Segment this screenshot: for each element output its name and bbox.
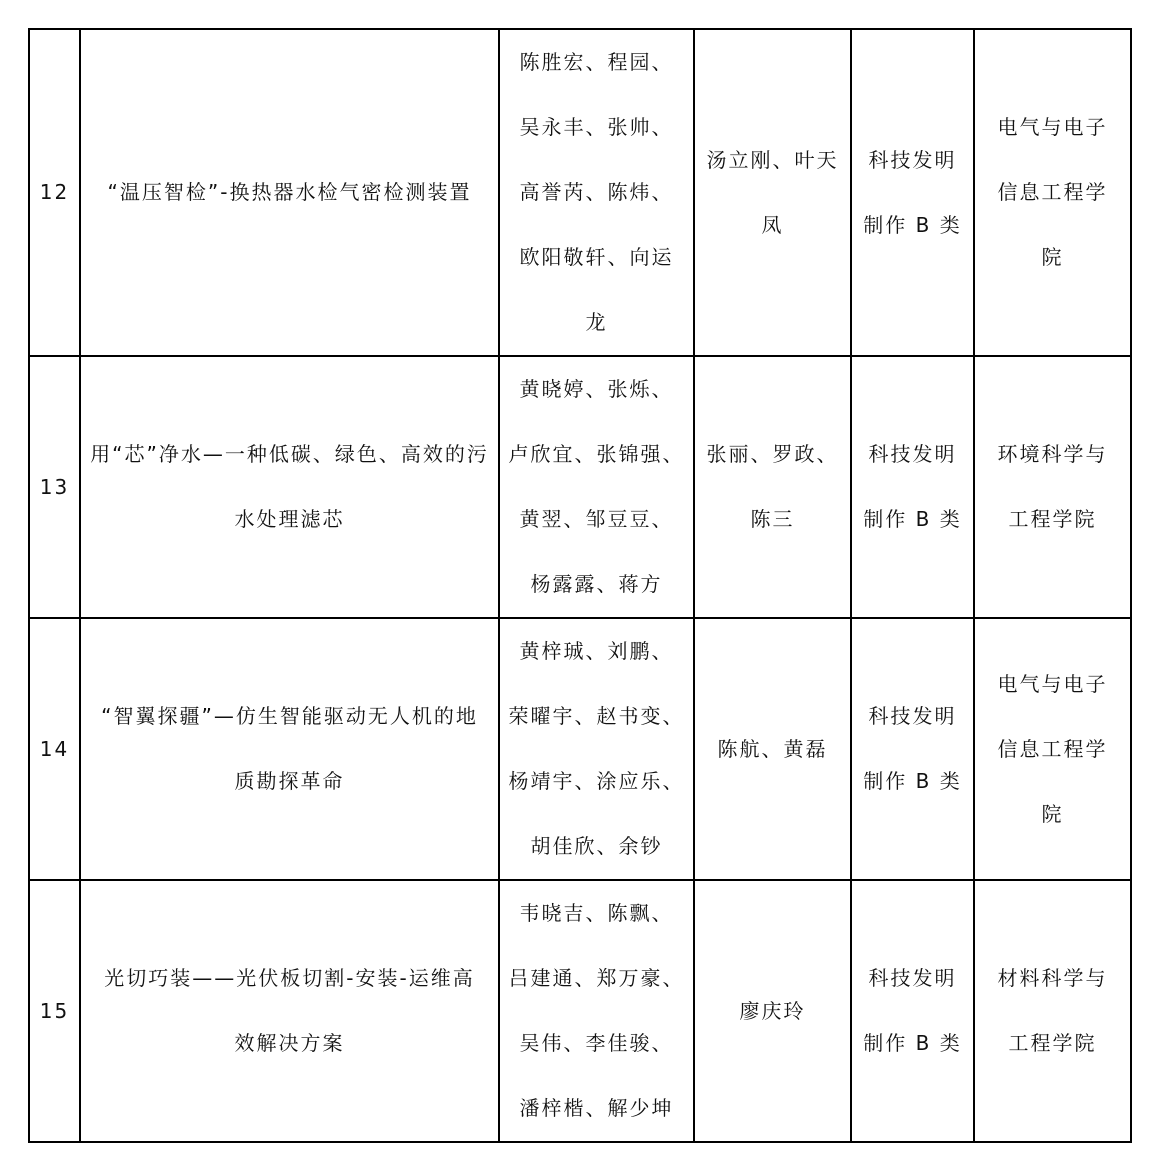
advisors: 陈航、黄磊 [694, 618, 851, 880]
team-members: 黄晓婷、张烁、 卢欣宜、张锦强、 黄翌、邹豆豆、 杨露露、蒋方 [499, 356, 694, 618]
project-name: 用“芯”净水—一种低碳、绿色、高效的污 水处理滤芯 [80, 356, 499, 618]
table-row [29, 880, 1131, 1142]
category: 科技发明 制作 B 类 [851, 356, 974, 618]
category: 科技发明 制作 B 类 [851, 29, 974, 356]
table-row [29, 29, 1131, 356]
college: 电气与电子 信息工程学 院 [974, 618, 1131, 880]
category: 科技发明 制作 B 类 [851, 618, 974, 880]
project-name: “温压智检”-换热器水检气密检测装置 [80, 29, 499, 356]
team-members: 韦晓吉、陈飘、 吕建通、郑万豪、 吴伟、李佳骏、 潘梓楷、解少坤 [499, 880, 694, 1142]
row-number: 15 [29, 880, 80, 1142]
college: 材料科学与 工程学院 [974, 880, 1131, 1142]
row-number: 12 [29, 29, 80, 356]
project-name: 光切巧装——光伏板切割-安装-运维高 效解决方案 [80, 880, 499, 1142]
row-number: 14 [29, 618, 80, 880]
advisors: 廖庆玲 [694, 880, 851, 1142]
category: 科技发明 制作 B 类 [851, 880, 974, 1142]
table-row [29, 618, 1131, 880]
table-row [29, 356, 1131, 618]
row-number: 13 [29, 356, 80, 618]
advisors: 汤立刚、叶天 凤 [694, 29, 851, 356]
college: 环境科学与 工程学院 [974, 356, 1131, 618]
college: 电气与电子 信息工程学 院 [974, 29, 1131, 356]
project-name: “智翼探疆”—仿生智能驱动无人机的地 质勘探革命 [80, 618, 499, 880]
award-table [28, 28, 1132, 1143]
team-members: 陈胜宏、程园、 吴永丰、张帅、 高誉芮、陈炜、 欧阳敬轩、向运 龙 [499, 29, 694, 356]
advisors: 张丽、罗政、 陈三 [694, 356, 851, 618]
team-members: 黄梓珹、刘鹏、 荣曜宇、赵书变、 杨靖宇、涂应乐、 胡佳欣、余钞 [499, 618, 694, 880]
